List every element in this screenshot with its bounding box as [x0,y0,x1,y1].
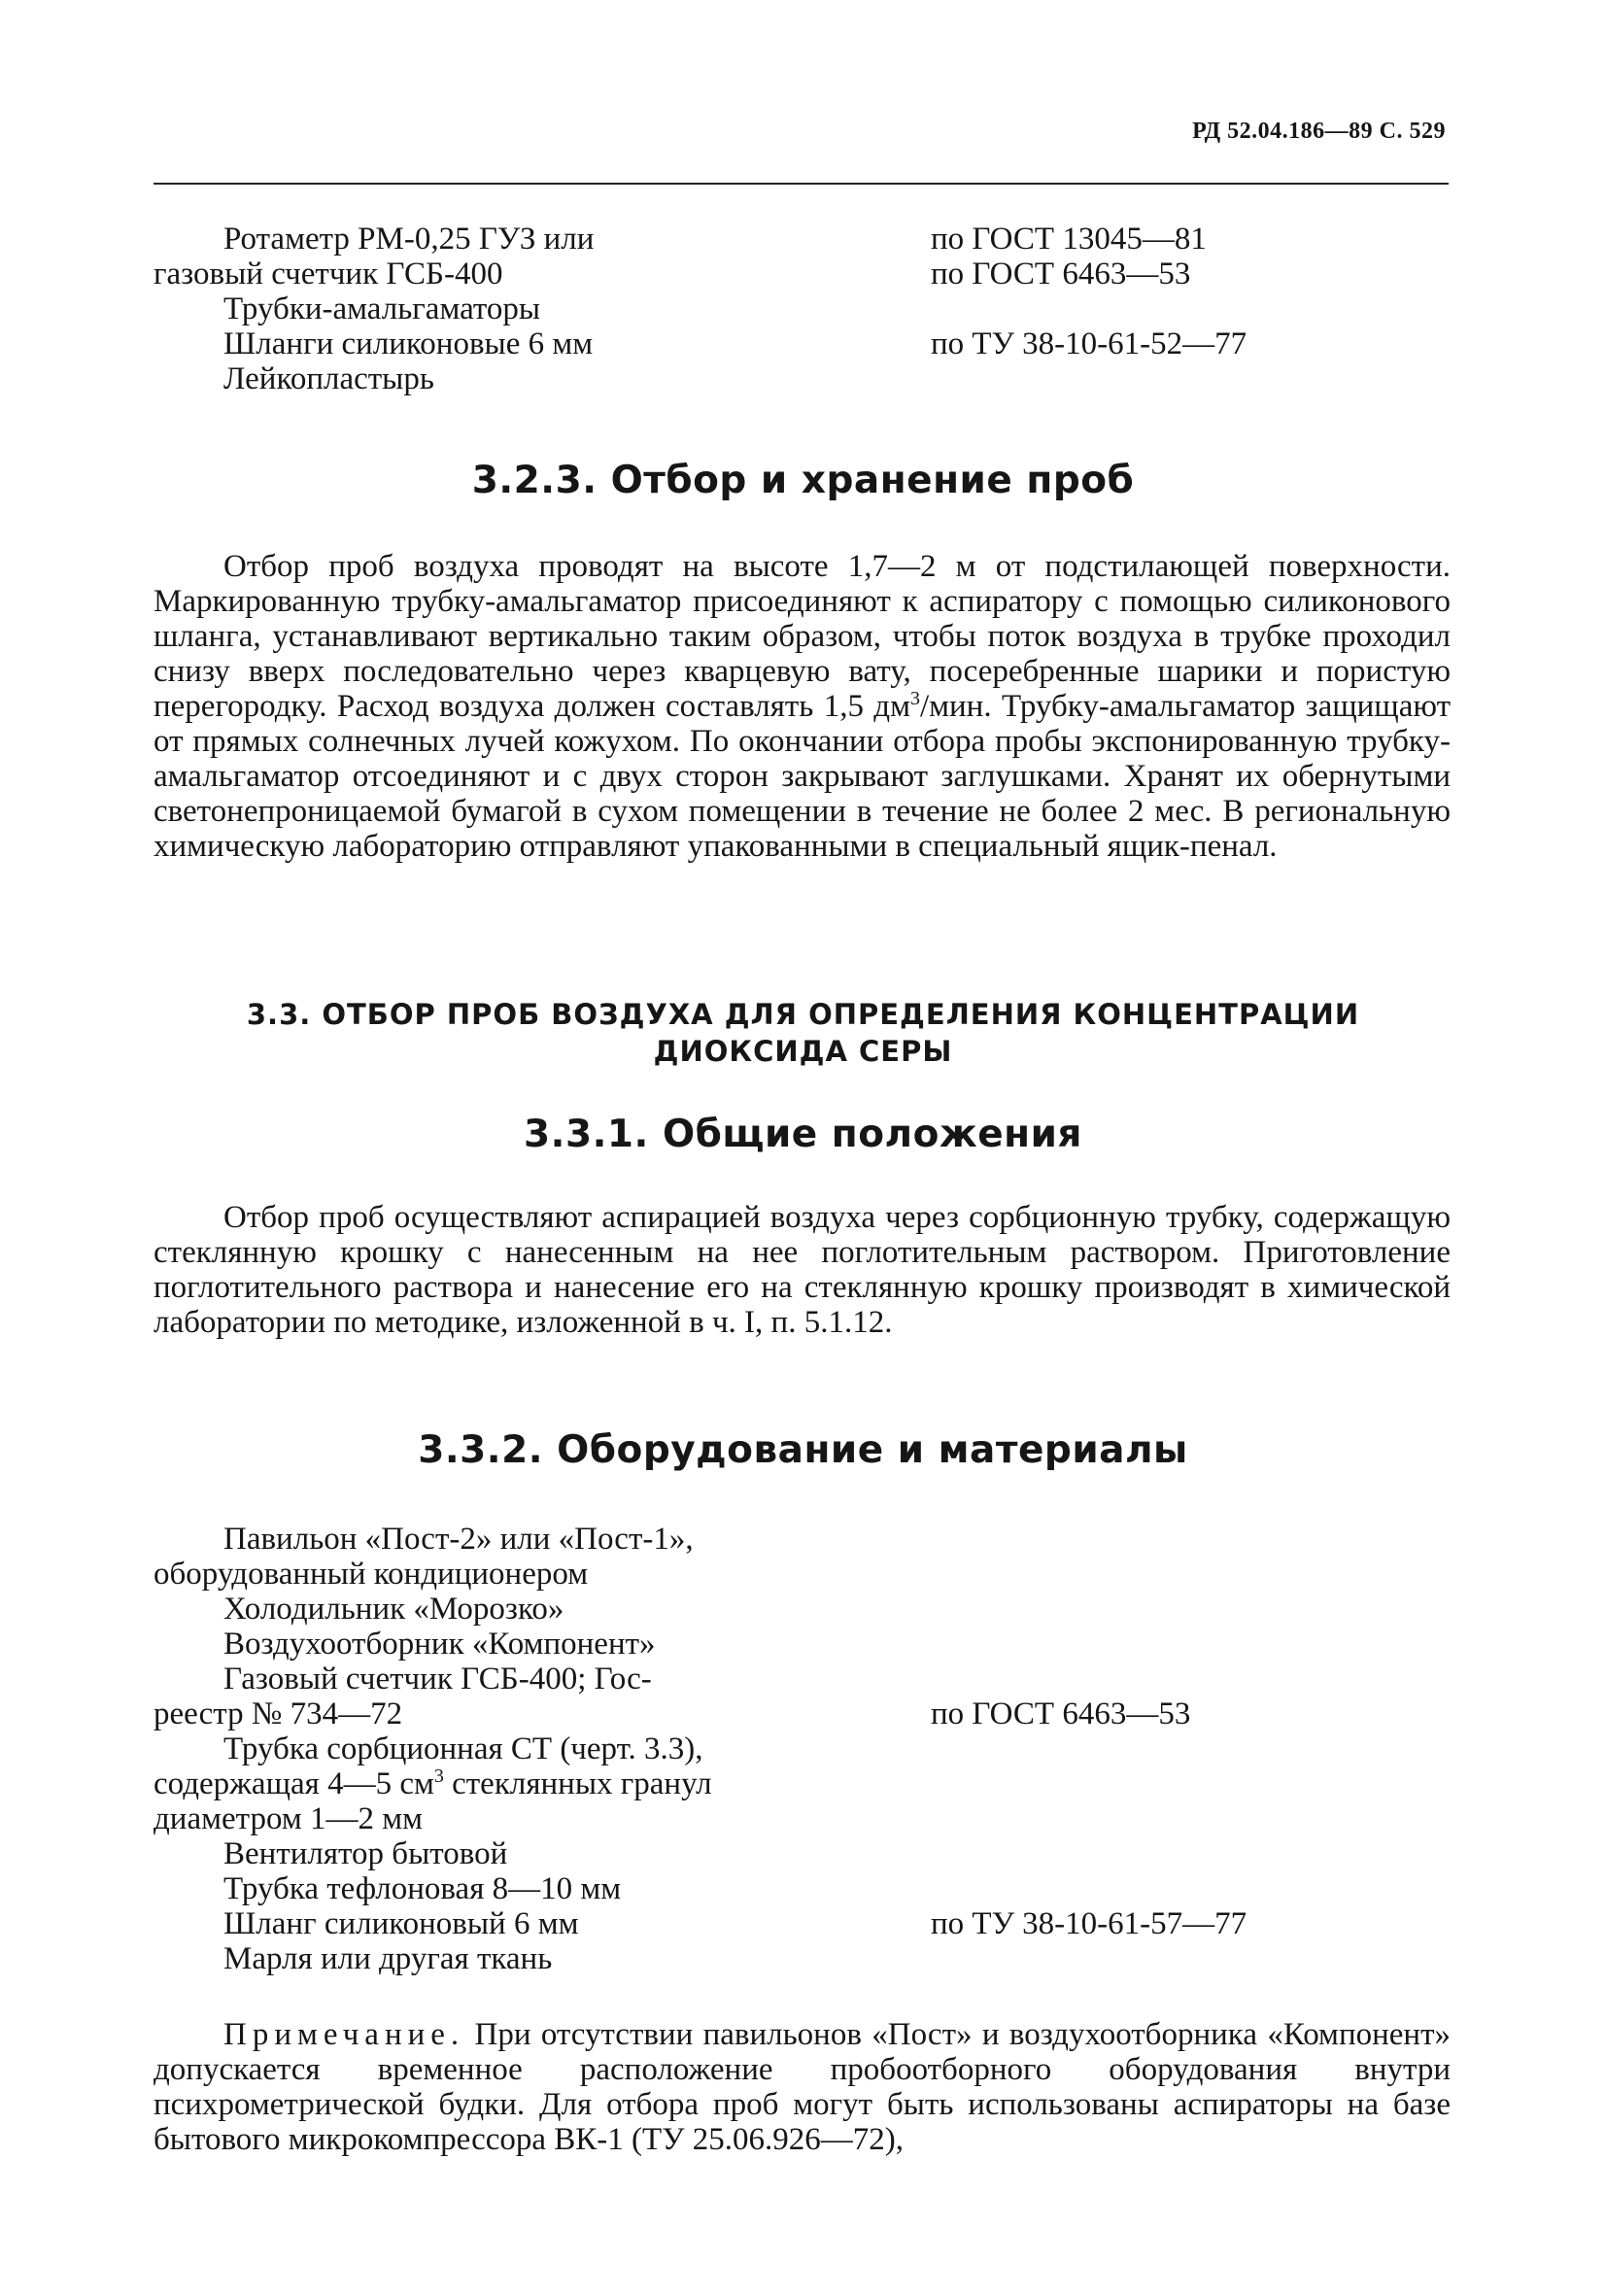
item-name [154,257,502,291]
header-rule [154,183,1449,185]
running-header: РД 52.04.186—89 С. 529 [1192,119,1446,144]
list-item [154,1627,1451,1662]
item-standard: по ГОСТ 6463—53 [931,1696,1191,1731]
item-name [154,1801,423,1836]
list-item [154,1592,1451,1627]
item-name-text: стеклянных гранул [443,1766,712,1801]
item-name-text: диаметром 1—2 мм [154,1801,423,1836]
item-name [223,326,593,361]
item-name-text: Ротаметр РМ-0,25 ГУЗ или [223,222,595,257]
item-standard: по ТУ 38-10-61-52—77 [931,326,1247,361]
note-label: Примечание. [223,2017,465,2052]
item-name [154,1766,712,1801]
item-name [223,1522,694,1557]
superscript: 3 [909,688,920,709]
list-item [154,1731,1451,1766]
item-name [223,222,594,257]
equipment-list [154,1522,1451,1976]
section-heading-3-3-line1: 3.3. ОТБОР ПРОБ ВОЗДУХА ДЛЯ ОПРЕДЕЛЕНИЯ КОНЦЕНТРАЦИИ [246,998,1360,1031]
list-item [154,1766,1451,1801]
item-name-text: Воздухоотборник «Компонент» [223,1627,656,1662]
item-name [223,1627,656,1662]
section-heading-3-3-2: 3.3.2. Оборудование и материалы [418,1428,1188,1472]
item-standard: по ГОСТ 6463—53 [931,257,1191,291]
list-item [154,1836,1451,1871]
paragraph-text: Отбор проб воздуха проводят на высоте 1,7—2 м от подстилающей поверхности. Маркированную трубку-амальгаматор присоединяют к аспиратору с помощью силиконового шланга, устанавливают вертикально таким образом, чтобы поток воздуха в трубке проходил снизу вверх последовательно через кварцевую вату, посеребренные шарики и пористую перегородку. Расход воздуха должен составлять 1,5 дм [154,549,1451,724]
section-heading-3-2-3: 3.2.3. Отбор и хранение проб [471,459,1135,502]
item-name [223,1871,621,1906]
list-item [154,1522,1451,1557]
item-name-text: Трубки-амальгаматоры [223,291,541,326]
superscript: 3 [433,1765,444,1787]
equipment-list [154,222,1451,396]
item-name-text: Шланги силиконовые 6 мм [223,326,594,361]
list-item [154,222,1451,257]
item-name-text: Марля или другая ткань [223,1941,553,1976]
list-item [154,1871,1451,1906]
item-name-text: Трубка сорбционная СТ (черт. 3.3), [223,1731,703,1766]
item-name-text: Вентилятор бытовой [223,1836,508,1871]
paragraph-general: Отбор проб осуществляют аспирацией воздуха через сорбционную трубку, содержащую стеклянную крошку с нанесенным на нее поглотительным раствором. Приготовление поглотительного раствора и нанесение его на стеклянную крошку производят в химической лаборатории по методике, изложенной в ч. I, п. 5.1.12. [154,1200,1451,1340]
item-name-text: содержащая 4—5 см [154,1766,434,1801]
paragraph-text: /мин. Трубку-амальгаматор защищают от прямых солнечных лучей кожухом. По окончании отбора пробы экспонированную трубку-амальгаматор отсоединяют и с двух сторон закрывают заглушками. Хранят их обернутыми светонепроницаемой бумагой в сухом помещении в течение не более 2 мес. В региональную химическую лабораторию отправляют упакованными в специальный ящик-пенал. [154,689,1451,864]
item-name [223,1662,652,1696]
list-item [154,1801,1451,1836]
item-standard: по ТУ 38-10-61-57—77 [931,1906,1247,1941]
section-heading-3-3-line2: ДИОКСИДА СЕРЫ [653,1035,953,1068]
item-name [223,1731,703,1766]
item-name [223,1941,552,1976]
item-name-text: реестр № 734—72 [154,1696,403,1731]
item-name-text: Трубка тефлоновая 8—10 мм [223,1871,622,1906]
list-item [154,1906,1451,1941]
item-name [223,291,540,326]
list-item [154,326,1451,361]
list-item [154,291,1451,326]
item-name-text: Павильон «Пост-2» или «Пост-1», [223,1522,694,1557]
list-item [154,1941,1451,1976]
item-name-text: оборудованный кондиционером [154,1557,589,1592]
item-name [223,1836,507,1871]
item-name [223,361,434,396]
item-name-text: газовый счетчик ГСБ-400 [154,257,503,291]
list-item [154,1662,1451,1696]
item-name [154,1696,402,1731]
item-name-text: Шланг силиконовый 6 мм [223,1906,579,1941]
list-item [154,257,1451,291]
list-item [154,361,1451,396]
item-name-text: Газовый счетчик ГСБ-400; Гос- [223,1662,652,1696]
note-text: При отсутствии павильонов «Пост» и воздухоотборника «Компонент» допускается временное расположение пробоотборного оборудования внутри психрометрической будки. Для отбора проб могут быть использованы аспираторы на базе бытового микрокомпрессора ВК-1 (ТУ 25.06.926—72), [154,2017,1451,2157]
item-name [154,1557,588,1592]
item-name-text: Лейкопластырь [223,361,434,396]
list-item [154,1696,1451,1731]
list-item [154,1557,1451,1592]
item-name-text: Холодильник «Морозко» [223,1592,564,1627]
item-name [223,1592,564,1627]
item-name [223,1906,578,1941]
paragraph-sampling-storage [154,549,1451,864]
note-paragraph [154,2017,1451,2157]
item-standard: по ГОСТ 13045—81 [931,222,1207,257]
section-heading-3-3-1: 3.3.1. Общие положения [524,1113,1082,1156]
